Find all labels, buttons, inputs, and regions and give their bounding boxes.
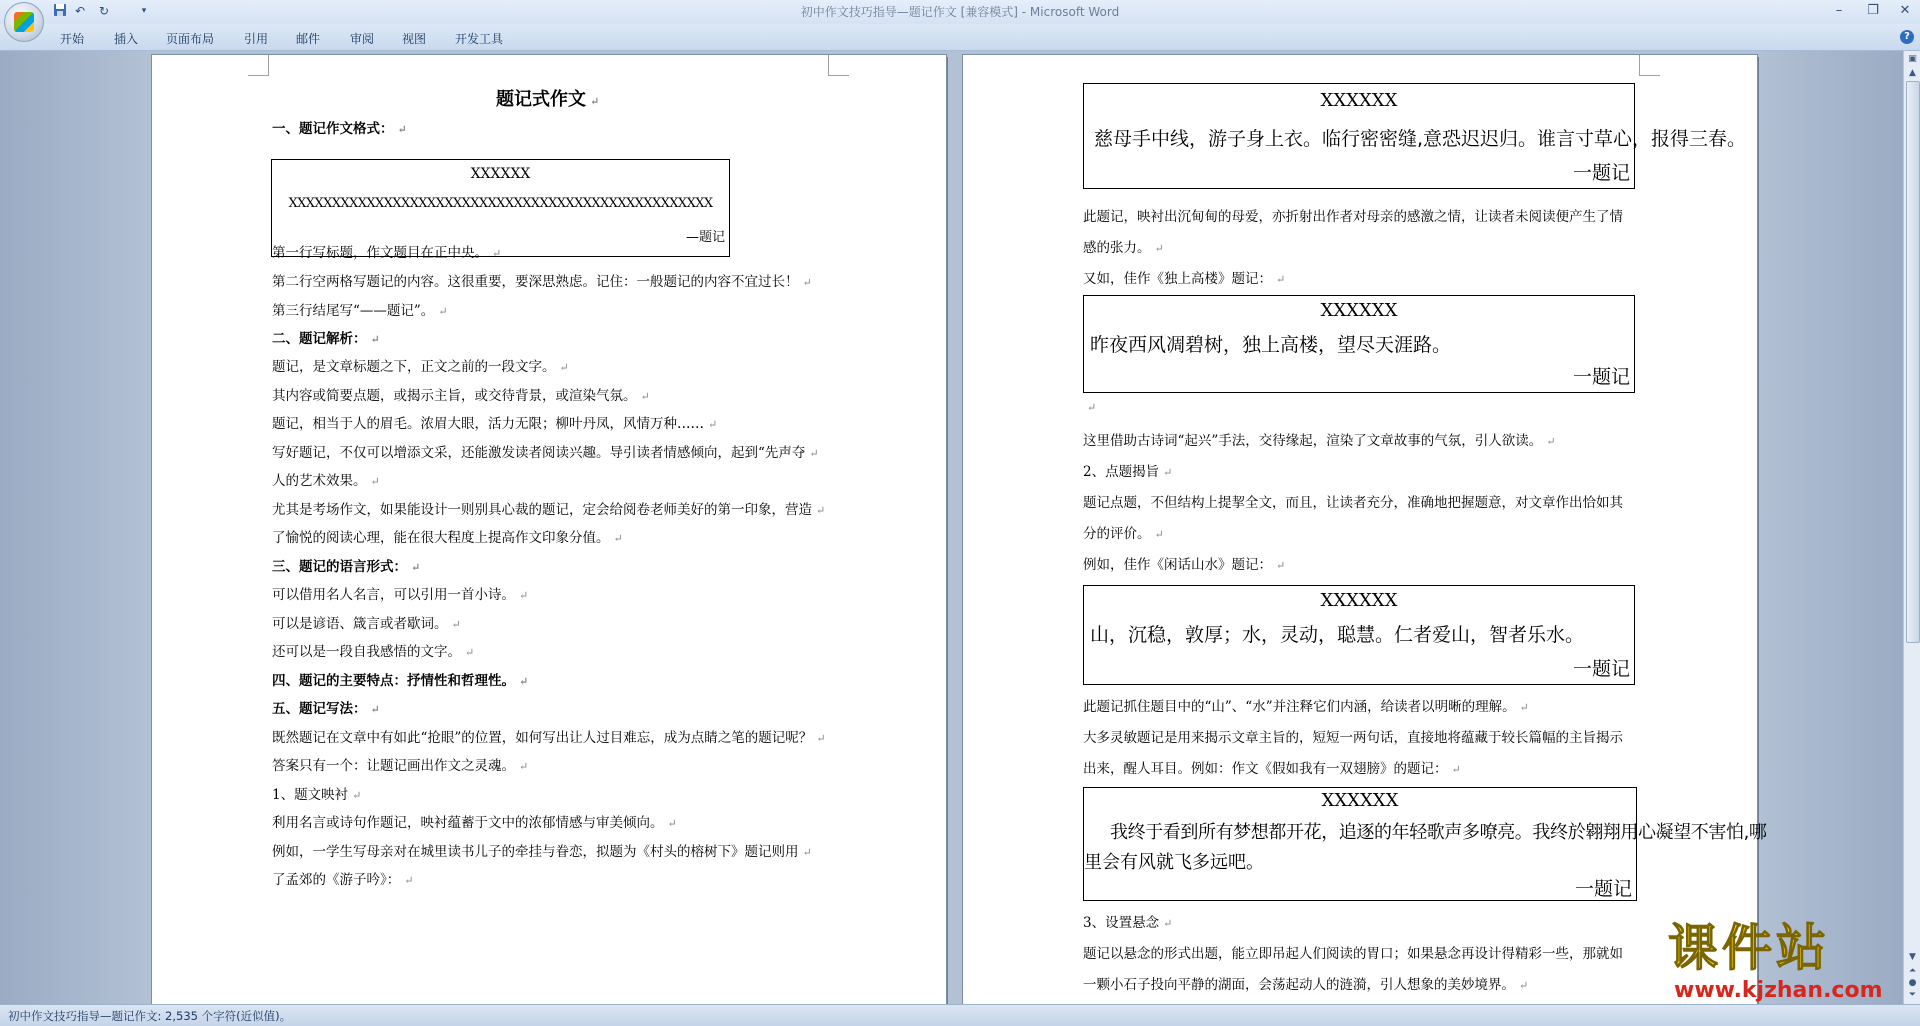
box-sign: —题记 bbox=[685, 230, 725, 245]
minimize-icon[interactable]: – bbox=[1835, 3, 1843, 18]
text-line: 利用名言或诗句作题记，映衬蕴蓄于文中的浓郁情感与审美倾向。 ↵ bbox=[272, 815, 677, 831]
text-line: 可以借用名人名言，可以引用一首小诗。 ↵ bbox=[272, 587, 529, 603]
box-body: 山，沉稳，敦厚；水，灵动，聪慧。仁者爱山，智者乐水。 bbox=[1090, 624, 1585, 646]
box-sign: 一题记 bbox=[1572, 366, 1630, 388]
box-body: XXXXXXXXXXXXXXXXXXXXXXXXXXXXXXXXXXXXXXXXXXXXXXXXX bbox=[288, 196, 713, 211]
text-line: 一颗小石子投向平静的湖面，会荡起动人的涟漪，引人想象的美妙境界。 ↵ bbox=[1083, 977, 1529, 993]
scroll-up-icon[interactable]: ▲ bbox=[1909, 68, 1916, 78]
quote-box-1 bbox=[1083, 83, 1747, 189]
text-line: 第三行结尾写“——题记”。 ↵ bbox=[272, 303, 448, 319]
text-line: 出来，醒人耳目。例如：作文《假如我有一双翅膀》的题记： ↵ bbox=[1083, 761, 1461, 777]
text-line: 了愉悦的阅读心理，能在很大程度上提高作文印象分值。 ↵ bbox=[272, 530, 623, 546]
watermark-text: 课件站 bbox=[1668, 919, 1830, 977]
paragraph-mark: ↵ bbox=[559, 361, 569, 374]
text-line: 可以是谚语、箴言或者歇词。 ↵ bbox=[272, 616, 461, 632]
text-line: 题记，相当于人的眉毛。浓眉大眼，活力无限；柳叶丹凤，风情万种…… ↵ bbox=[272, 416, 718, 432]
status-bar bbox=[0, 1004, 1920, 1026]
box-title: XXXXXX bbox=[1320, 90, 1398, 111]
text-line: 还可以是一段自我感悟的文字。 ↵ bbox=[272, 644, 475, 660]
text-line: 尤其是考场作文，如果能设计一则别具心裁的题记，定会给阅卷老师美好的第一印象，营造 ↵ bbox=[272, 502, 826, 518]
watermark-url: www.kjzhan.com bbox=[1674, 978, 1883, 1003]
text-line: 感的张力。 ↵ bbox=[1083, 240, 1164, 256]
title-bar bbox=[0, 0, 1920, 24]
document-workspace[interactable] bbox=[0, 51, 1903, 1004]
undo-icon[interactable]: ↶ bbox=[74, 4, 86, 18]
previous-page-icon[interactable]: ⏶ bbox=[1908, 966, 1917, 976]
status-word-count[interactable]: 初中作文技巧指导—题记作文: 2,535 个字符(近似值)。 bbox=[8, 1009, 292, 1023]
paragraph-mark: ↵ bbox=[465, 646, 475, 659]
ribbon-tabs bbox=[0, 24, 1920, 51]
box-body: 里会有风就飞多远吧。 bbox=[1084, 852, 1264, 873]
crop-mark bbox=[248, 55, 269, 76]
text-line: 分的评价。 ↵ bbox=[1083, 526, 1164, 542]
paragraph-mark: ↵ bbox=[667, 817, 677, 830]
tab-mailings[interactable]: 邮件 bbox=[296, 32, 321, 46]
text-line: 答案只有一个：让题记画出作文之灵魂。 ↵ bbox=[272, 758, 529, 774]
quote-box-2 bbox=[1083, 295, 1635, 393]
section-heading: 二、题记解析： ↵ bbox=[272, 331, 380, 347]
text-line: 题记以悬念的形式出题，能立即吊起人们阅读的胃口；如果悬念再设计得精彩一些，那就如 bbox=[1083, 946, 1623, 962]
text-line: 第二行空两格写题记的内容。这很重要，要深思熟虑。记住：一般题记的内容不宜过长！ ↵ bbox=[272, 274, 812, 290]
text-line: 这里借助古诗词“起兴”手法，交待缘起，渲染了文章故事的气氛，引人欲读。 ↵ bbox=[1083, 433, 1556, 449]
box-body: 我终于看到所有梦想都开花，追逐的年轻歌声多嘹亮。我终於翱翔用心凝望不害怕,哪 bbox=[1110, 822, 1767, 843]
quote-box-3 bbox=[1083, 585, 1635, 685]
text-line: 2、点题揭旨 ↵ bbox=[1083, 464, 1173, 480]
box-title: XXXXXX bbox=[1321, 790, 1399, 811]
text-line: 了孟郊的《游子吟》： ↵ bbox=[272, 872, 414, 888]
paragraph-mark: ↵ bbox=[519, 675, 529, 688]
box-title: XXXXXX bbox=[1320, 300, 1398, 321]
paragraph-mark: ↵ bbox=[816, 732, 826, 745]
document-page-left[interactable] bbox=[152, 55, 946, 1004]
box-body: 慈母手中线，游子身上衣。临行密密缝,意恐迟迟归。谁言寸草心，报得三春。 bbox=[1094, 128, 1747, 150]
paragraph-mark: ↵ bbox=[708, 418, 718, 431]
text-line: 例如，一学生写母亲对在城里读书儿子的牵挂与眷恋，拟题为《村头的榕树下》题记则用 ↵ bbox=[272, 844, 812, 860]
box-sign: 一题记 bbox=[1572, 658, 1630, 680]
paragraph-mark: ↵ bbox=[370, 333, 380, 346]
paragraph-mark: ↵ bbox=[613, 532, 623, 545]
paragraph-mark: ↵ bbox=[451, 618, 461, 631]
text-line: 题记，是文章标题之下，正文之前的一段文字。 ↵ bbox=[272, 359, 569, 375]
redo-icon[interactable]: ↻ bbox=[98, 4, 110, 18]
scroll-thumb[interactable] bbox=[1906, 81, 1920, 643]
text-line: 既然题记在文章中有如此“抢眼”的位置，如何写出让人过目难忘，成为点睛之笔的题记呢？ ↵ bbox=[272, 730, 826, 746]
box-body: 昨夜西风凋碧树，独上高楼，望尽天涯路。 bbox=[1090, 334, 1452, 356]
next-page-icon[interactable]: ⏷ bbox=[1908, 990, 1917, 1000]
text-line: 1、题文映衬 ↵ bbox=[272, 787, 362, 803]
paragraph-mark: ↵ bbox=[640, 390, 650, 403]
text-line: 第一行写标题，作文题目在正中央。 ↵ bbox=[272, 245, 502, 261]
paragraph-mark: ↵ bbox=[438, 305, 448, 318]
section-heading: 四、题记的主要特点：抒情性和哲理性。 ↵ bbox=[272, 673, 529, 689]
paragraph-mark: ↵ bbox=[802, 276, 812, 289]
tab-references[interactable]: 引用 bbox=[244, 32, 269, 46]
ruler-toggle-icon[interactable]: ▣ bbox=[1908, 54, 1917, 64]
customize-icon[interactable]: ▾ bbox=[141, 6, 147, 16]
box-sign: 一题记 bbox=[1574, 878, 1632, 900]
document-page-right[interactable] bbox=[963, 55, 1767, 1004]
paragraph-mark: ↵ bbox=[352, 789, 362, 802]
section-heading: 三、题记的语言形式： ↵ bbox=[272, 559, 421, 575]
text-line: 大多灵敏题记是用来揭示文章主旨的，短短一两句话，直接地将蕴藏于较长篇幅的主旨揭示 bbox=[1083, 730, 1623, 746]
box-title: XXXXXX bbox=[470, 166, 531, 182]
tab-home[interactable]: 开始 bbox=[60, 32, 85, 46]
paragraph-mark: ↵ bbox=[370, 475, 380, 488]
paragraph-mark: ↵ bbox=[816, 504, 826, 517]
quote-box-4 bbox=[1083, 787, 1767, 901]
crop-mark bbox=[1639, 55, 1660, 76]
tab-page-layout[interactable]: 页面布局 bbox=[166, 32, 215, 46]
paragraph-mark: ↵ bbox=[802, 846, 812, 859]
heading-format: 一、题记作文格式： ↵ bbox=[272, 121, 407, 137]
section-heading: 五、题记写法： ↵ bbox=[272, 701, 380, 717]
scroll-down-icon[interactable]: ▼ bbox=[1909, 952, 1916, 962]
text-line: 3、设置悬念 ↵ bbox=[1083, 915, 1173, 931]
text-line: 例如，佳作《闲话山水》题记： ↵ bbox=[1083, 557, 1286, 573]
tab-insert[interactable]: 插入 bbox=[114, 32, 139, 46]
empty-paragraph: ↵ bbox=[1087, 401, 1097, 414]
text-line: 又如，佳作《独上高楼》题记： ↵ bbox=[1083, 271, 1286, 287]
watermark-logo bbox=[1668, 920, 1904, 1004]
select-browse-object-icon[interactable]: ● bbox=[1908, 978, 1917, 988]
office-button[interactable] bbox=[4, 2, 44, 42]
help-icon[interactable]: ? bbox=[1900, 30, 1914, 44]
crop-mark bbox=[828, 55, 849, 76]
paragraph-mark: ↵ bbox=[370, 703, 380, 716]
text-line: 题记点题，不但结构上提挈全文，而且，让读者充分，准确地把握题意，对文章作出恰如其 bbox=[1083, 495, 1623, 511]
paragraph-mark: ↵ bbox=[519, 760, 529, 773]
document-title: 题记式作文 ↵ bbox=[496, 89, 600, 110]
close-icon[interactable]: ✕ bbox=[1899, 3, 1911, 18]
box-sign: 一题记 bbox=[1572, 162, 1630, 184]
text-line: 人的艺术效果。 ↵ bbox=[272, 473, 380, 489]
office-logo-icon bbox=[14, 12, 34, 32]
tab-view[interactable]: 视图 bbox=[402, 32, 427, 46]
tab-review[interactable]: 审阅 bbox=[350, 32, 375, 46]
restore-icon[interactable]: ❐ bbox=[1867, 3, 1879, 18]
text-line: 其内容或简要点题，或揭示主旨，或交待背景，或渲染气氛。 ↵ bbox=[272, 388, 650, 404]
paragraph-mark: ↵ bbox=[519, 589, 529, 602]
paragraph-mark: ↵ bbox=[404, 874, 414, 887]
paragraph-mark: ↵ bbox=[809, 447, 819, 460]
window-title: 初中作文技巧指导—题记作文 [兼容模式] - Microsoft Word bbox=[800, 5, 1120, 19]
paragraph-mark: ↵ bbox=[411, 561, 421, 574]
text-line: 此题记抓住题目中的“山”、“水”并注释它们内涵，给读者以明晰的理解。 ↵ bbox=[1083, 699, 1529, 715]
box-title: XXXXXX bbox=[1320, 590, 1398, 611]
text-line: 此题记，映衬出沉甸甸的母爱，亦折射出作者对母亲的感激之情，让读者未阅读便产生了情 bbox=[1083, 209, 1623, 225]
vertical-scrollbar[interactable] bbox=[1903, 51, 1920, 1004]
paragraph-mark: ↵ bbox=[492, 247, 502, 260]
tab-developer[interactable]: 开发工具 bbox=[455, 32, 504, 46]
text-line: 写好题记，不仅可以增添文采，还能激发读者阅读兴趣。导引读者情感倾向，起到“先声夺 ↵ bbox=[272, 445, 819, 461]
